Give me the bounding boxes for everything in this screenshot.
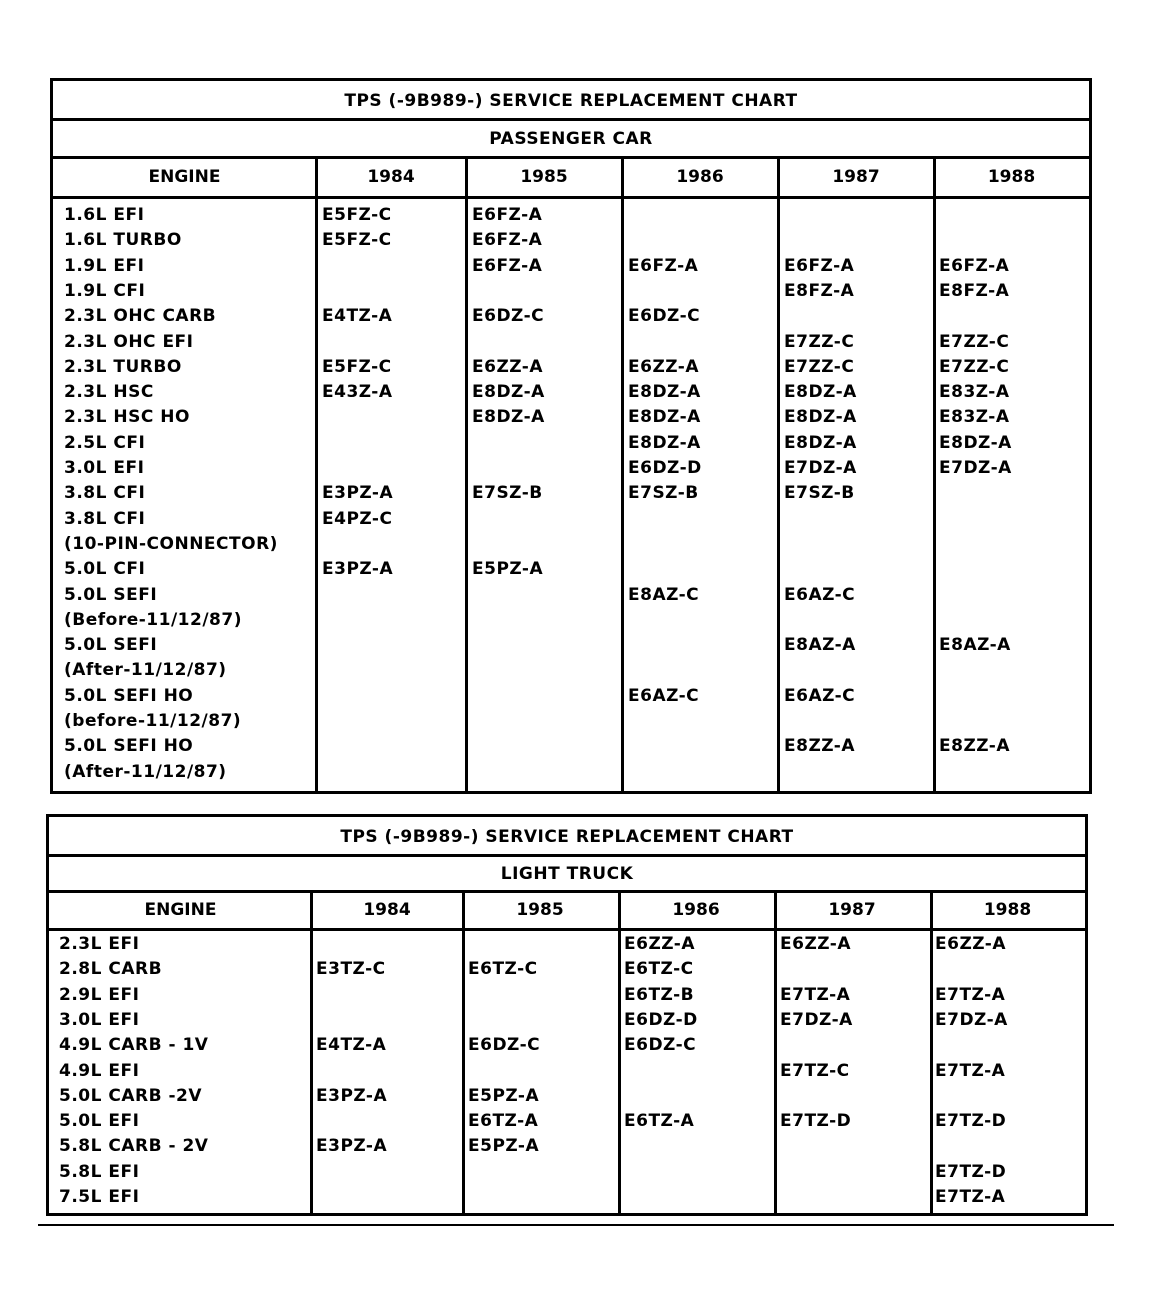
part-1985: E5PZ-A [468,1085,540,1106]
header-1985: 1985 [520,167,568,187]
part-1986: E6TZ-C [624,959,694,980]
part-1985: E6TZ-A [468,1111,539,1132]
engine-line: 5.0L SEFI HO [64,736,194,757]
col-divider [310,893,313,1213]
part-1987: E6AZ-C [784,584,856,605]
part-1988: E8AZ-A [939,635,1011,656]
part-1987: E8DZ-A [784,382,857,403]
light-truck-chart [46,814,1088,1216]
header-engine: ENGINE [148,167,221,187]
header-engine: ENGINE [144,900,217,920]
part-1986: E6DZ-C [624,1035,697,1056]
part-1984: E5FZ-C [322,205,392,225]
engine-line: 1.6L EFI [64,205,145,225]
part-1986: E6ZZ-A [628,356,700,377]
col-divider [930,893,933,1213]
part-1988: E7TZ-A [935,1060,1006,1081]
part-1987: E8ZZ-A [784,736,856,757]
header-1986: 1986 [676,167,724,187]
part-1986: E6TZ-B [624,984,695,1005]
part-1987: E7DZ-A [784,458,857,478]
engine-line: 5.8L EFI [59,1161,140,1182]
part-1987: E8DZ-A [784,407,857,428]
part-1987: E7ZZ-C [784,356,855,377]
part-1984: E3PZ-A [316,1136,388,1157]
engine-line: 2.3L OHC EFI [64,331,194,352]
part-1988: E83Z-A [939,407,1010,428]
header-1984: 1984 [363,900,411,920]
engine-line: (After-11/12/87) [64,761,227,782]
col-divider [462,893,465,1213]
part-1986: E6DZ-C [628,306,701,327]
part-1984: E5FZ-C [322,356,392,377]
part-1984: E3PZ-A [322,483,394,504]
truck-chart-title: TPS (-9B989-) SERVICE REPLACEMENT CHART [49,817,1085,857]
engine-line: 4.9L CARB - 1V [59,1035,209,1056]
col-divider [621,159,624,791]
engine-line: 3.8L CFI [64,508,146,529]
engine-line: (10-PIN-CONNECTOR) [64,533,278,554]
engine-line: 2.5L CFI [64,432,146,453]
header-1987: 1987 [832,167,880,187]
passenger-chart-title: TPS (-9B989-) SERVICE REPLACEMENT CHART [53,81,1089,121]
part-1987: E6AZ-C [784,685,856,706]
engine-line: 3.8L CFI [64,483,146,504]
part-1988: E7ZZ-C [939,356,1010,377]
part-1984: E4TZ-A [316,1035,387,1056]
part-1985: E8DZ-A [472,407,545,428]
col-divider [618,893,621,1213]
part-1985: E6DZ-C [472,306,545,327]
header-1984: 1984 [367,167,415,187]
part-1986: E8DZ-A [628,382,701,403]
part-1984: E43Z-A [322,382,393,403]
part-1984: E3TZ-C [316,959,386,980]
part-1988: E7TZ-D [935,1111,1007,1132]
part-1986: E8DZ-A [628,407,701,428]
part-1986: E8AZ-C [628,584,700,605]
engine-line: 5.0L CARB -2V [59,1085,203,1106]
part-1985: E5PZ-A [468,1136,540,1157]
part-1988: E7TZ-A [935,984,1006,1005]
header-1988: 1988 [987,167,1036,187]
part-1986: E6ZZ-A [624,934,696,954]
part-1987: E8DZ-A [784,432,857,453]
part-1985: E6FZ-A [472,230,543,251]
part-1985: E6ZZ-A [472,356,544,377]
col-divider [315,159,318,791]
part-1987: E7TZ-C [780,1060,850,1081]
engine-line: 1.6L TURBO [64,230,182,251]
engine-line: 3.0L EFI [59,1009,140,1030]
part-1988: E7ZZ-C [939,331,1010,352]
part-1988: E6FZ-A [939,255,1010,276]
part-1985: E6FZ-A [472,205,543,225]
part-1984: E5FZ-C [322,230,392,251]
part-1986: E8DZ-A [628,432,701,453]
engine-line: 5.0L SEFI [64,635,158,656]
engine-line: 3.0L EFI [64,458,145,478]
part-1986: E6FZ-A [628,255,699,276]
part-1986: E6AZ-C [628,685,700,706]
part-1988: E7TZ-A [935,1187,1006,1207]
part-1987: E7ZZ-C [784,331,855,352]
engine-line: (After-11/12/87) [64,660,227,681]
engine-line: 5.8L CARB - 2V [59,1136,209,1157]
passenger-chart-subtitle: PASSENGER CAR [53,121,1089,159]
part-1984: E3PZ-A [316,1085,388,1106]
part-1988: E8DZ-A [939,432,1012,453]
part-1987: E7TZ-A [780,984,851,1005]
engine-line: 7.5L EFI [59,1187,140,1207]
engine-line: 2.3L HSC [64,382,154,403]
col-divider [933,159,936,791]
part-1984: E4TZ-A [322,306,393,327]
header-1986: 1986 [672,900,720,920]
header-1985: 1985 [516,900,564,920]
engine-line: 2.3L HSC HO [64,407,190,428]
engine-line: 2.3L EFI [59,934,140,954]
truck-chart-subtitle: LIGHT TRUCK [49,857,1085,893]
engine-line: 5.0L SEFI [64,584,158,605]
part-1988: E6ZZ-A [935,934,1007,954]
engine-line: 5.0L CFI [64,559,146,580]
engine-line: 1.9L CFI [64,280,146,301]
engine-line: 2.3L TURBO [64,356,182,377]
header-1988: 1988 [983,900,1032,920]
part-1987: E7TZ-D [780,1111,852,1132]
part-1986: E6DZ-D [624,1009,698,1030]
part-1987: E8FZ-A [784,280,855,301]
part-1987: E7DZ-A [780,1009,853,1030]
engine-line: (before-11/12/87) [64,711,242,731]
col-divider [774,893,777,1213]
col-divider [777,159,780,791]
passenger-car-chart [50,78,1092,794]
part-1988: E7DZ-A [939,458,1012,478]
engine-line: 5.0L SEFI HO [64,685,194,706]
col-divider [465,159,468,791]
part-1988: E83Z-A [939,382,1010,403]
engine-line: 2.8L CARB [59,959,163,980]
engine-line: (Before-11/12/87) [64,609,242,630]
part-1985: E5PZ-A [472,559,544,580]
part-1986: E7SZ-B [628,483,699,504]
engine-line: 2.3L OHC CARB [64,306,217,327]
part-1985: E6DZ-C [468,1035,541,1056]
engine-line: 4.9L EFI [59,1060,140,1081]
part-1988: E8FZ-A [939,280,1010,301]
part-1985: E6TZ-C [468,959,538,980]
part-1987: E7SZ-B [784,483,855,504]
engine-line: 2.9L EFI [59,984,140,1005]
engine-line: 5.0L EFI [59,1111,140,1132]
part-1986: E6DZ-D [628,458,702,478]
page-bottom-rule [38,1224,1114,1226]
part-1987: E6FZ-A [784,255,855,276]
part-1985: E8DZ-A [472,382,545,403]
part-1986: E6TZ-A [624,1111,695,1132]
part-1985: E7SZ-B [472,483,543,504]
header-1987: 1987 [828,900,876,920]
engine-line: 1.9L EFI [64,255,145,276]
part-1988: E7DZ-A [935,1009,1008,1030]
part-1987: E8AZ-A [784,635,856,656]
part-1988: E7TZ-D [935,1161,1007,1182]
part-1988: E8ZZ-A [939,736,1011,757]
part-1987: E6ZZ-A [780,934,852,954]
part-1984: E3PZ-A [322,559,394,580]
part-1985: E6FZ-A [472,255,543,276]
part-1984: E4PZ-C [322,508,393,529]
